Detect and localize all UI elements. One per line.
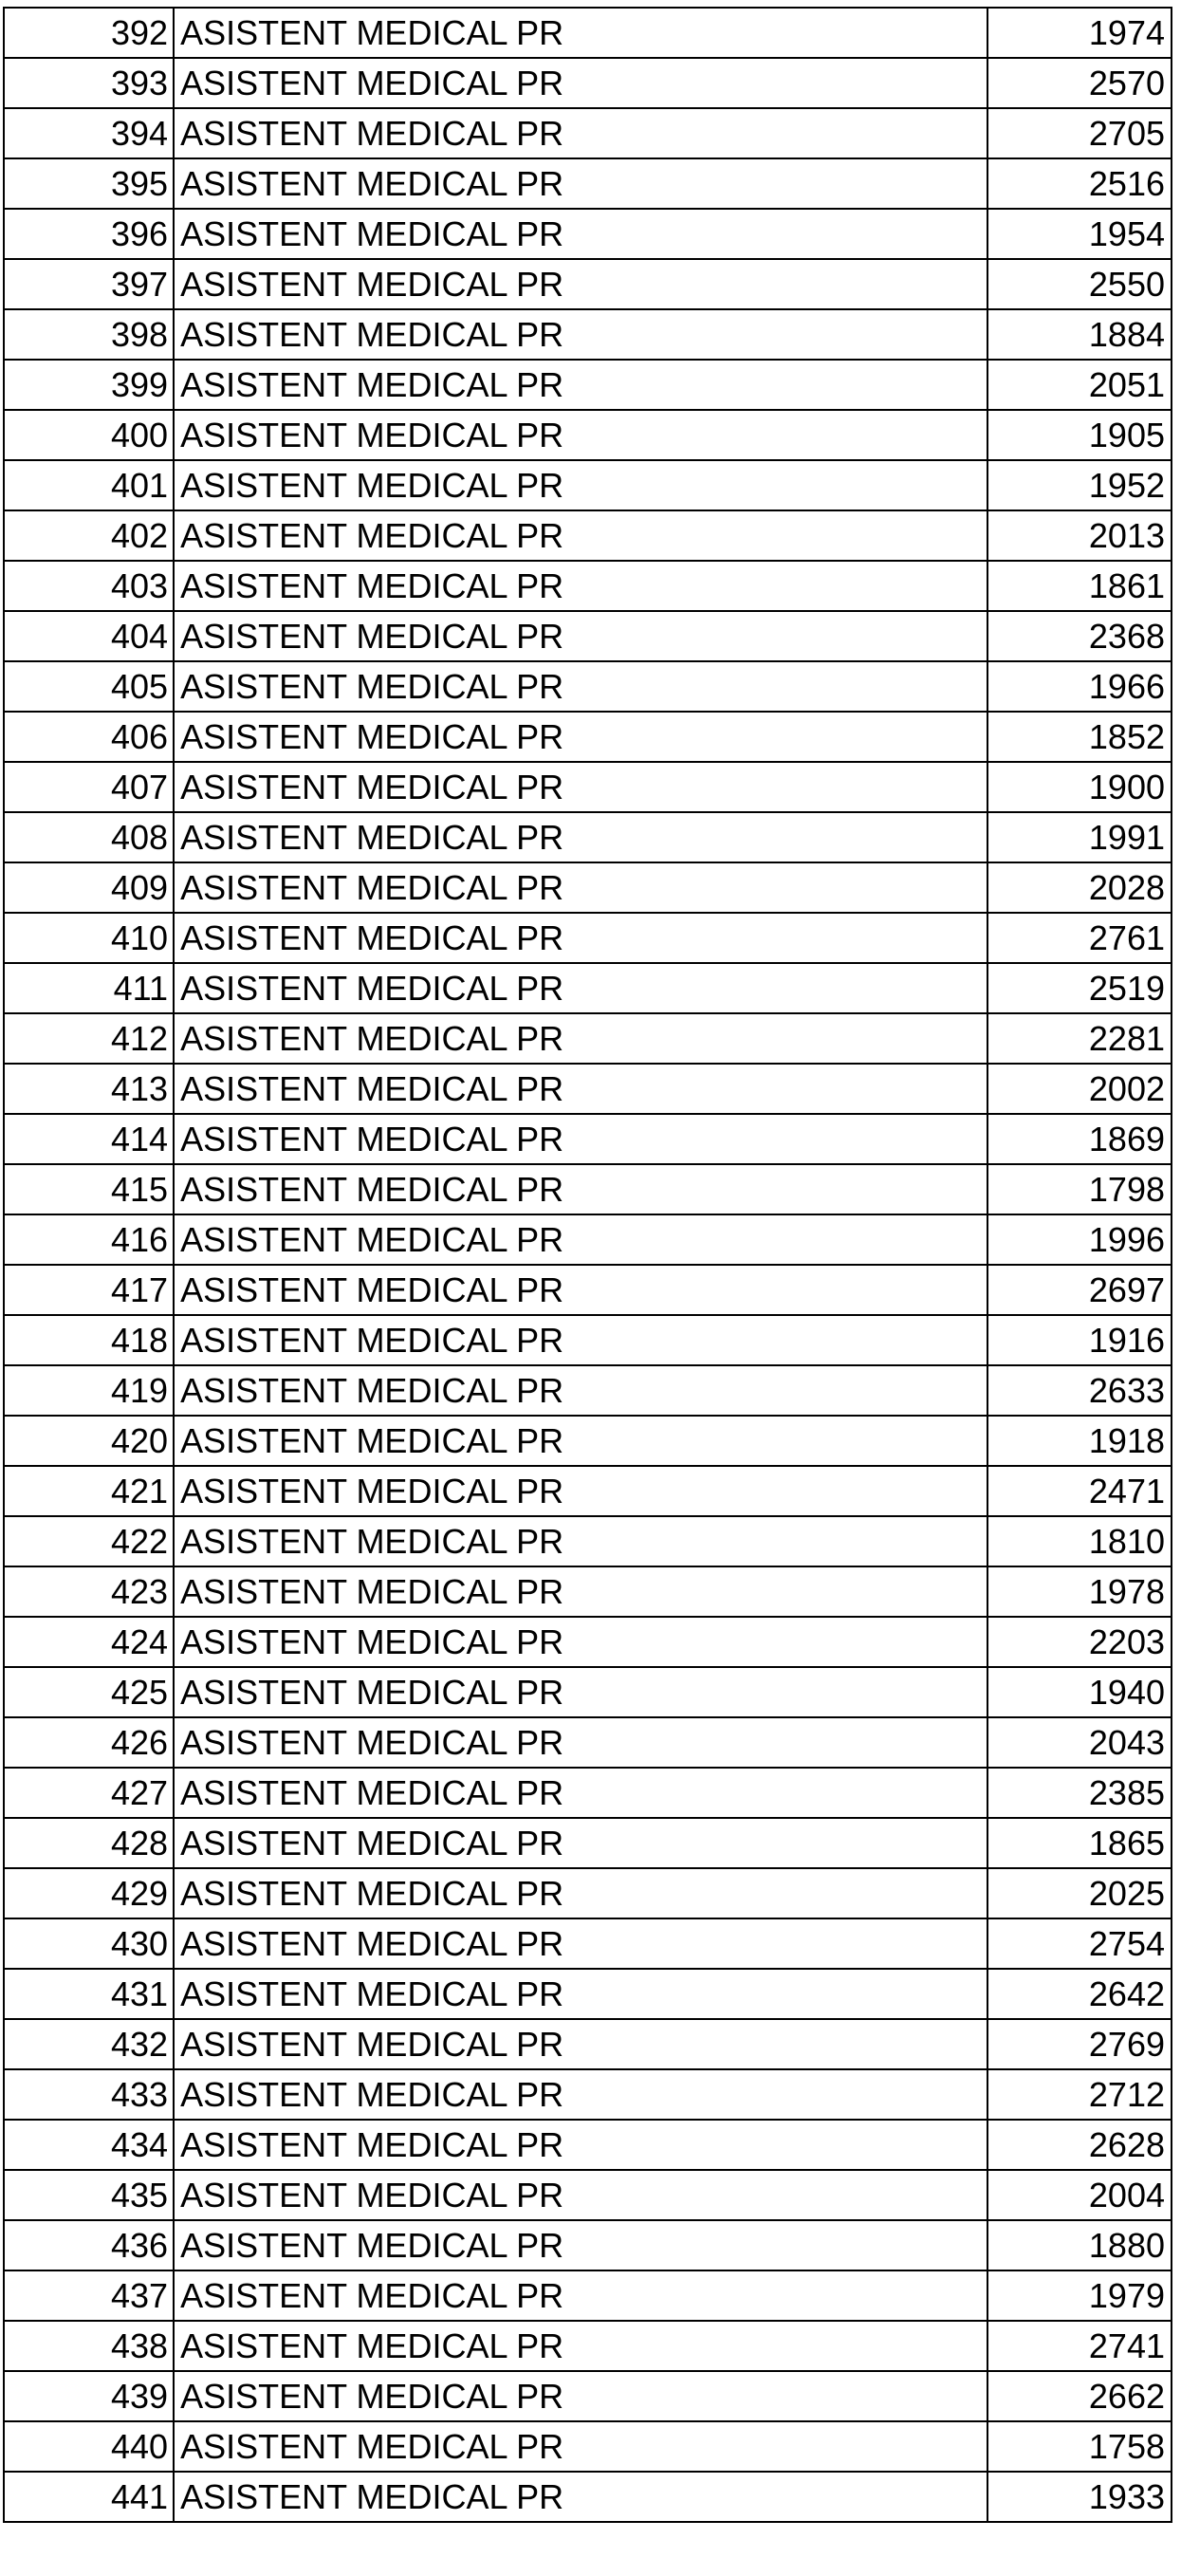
table-row — [4, 1466, 1172, 1516]
value-cell: 1996 — [987, 1214, 1172, 1265]
job-title-cell: ASISTENT MEDICAL PR — [174, 2371, 987, 2421]
table-row — [4, 2220, 1172, 2270]
job-title-cell: ASISTENT MEDICAL PR — [174, 1868, 987, 1918]
row-number-cell: 401 — [4, 460, 174, 510]
table-row — [4, 2321, 1172, 2371]
table-row — [4, 2421, 1172, 2472]
job-title-cell: ASISTENT MEDICAL PR — [174, 862, 987, 913]
job-title-cell: ASISTENT MEDICAL PR — [174, 2472, 987, 2522]
row-number-cell: 403 — [4, 561, 174, 611]
job-title-cell: ASISTENT MEDICAL PR — [174, 158, 987, 209]
job-title-cell: ASISTENT MEDICAL PR — [174, 1164, 987, 1214]
table-row — [4, 2069, 1172, 2120]
table-row — [4, 1315, 1172, 1365]
value-cell: 2633 — [987, 1365, 1172, 1416]
table-row — [4, 1617, 1172, 1667]
job-title-cell: ASISTENT MEDICAL PR — [174, 2019, 987, 2069]
job-title-cell: ASISTENT MEDICAL PR — [174, 1566, 987, 1617]
table-row — [4, 1566, 1172, 1617]
value-cell: 2013 — [987, 510, 1172, 561]
table-row — [4, 1667, 1172, 1717]
job-title-cell: ASISTENT MEDICAL PR — [174, 2421, 987, 2472]
job-title-cell: ASISTENT MEDICAL PR — [174, 1516, 987, 1566]
job-title-cell: ASISTENT MEDICAL PR — [174, 1818, 987, 1868]
value-cell: 2712 — [987, 2069, 1172, 2120]
row-number-cell: 394 — [4, 108, 174, 158]
row-number-cell: 410 — [4, 913, 174, 963]
value-cell: 1810 — [987, 1516, 1172, 1566]
table-row — [4, 1969, 1172, 2019]
job-title-cell: ASISTENT MEDICAL PR — [174, 309, 987, 360]
table-row — [4, 1365, 1172, 1416]
table-row — [4, 460, 1172, 510]
value-cell: 1940 — [987, 1667, 1172, 1717]
value-cell: 2642 — [987, 1969, 1172, 2019]
row-number-cell: 425 — [4, 1667, 174, 1717]
table-row — [4, 2371, 1172, 2421]
job-title-cell: ASISTENT MEDICAL PR — [174, 209, 987, 259]
table-row — [4, 2472, 1172, 2522]
value-cell: 1991 — [987, 812, 1172, 862]
table-row — [4, 209, 1172, 259]
row-number-cell: 397 — [4, 259, 174, 309]
job-title-cell: ASISTENT MEDICAL PR — [174, 2321, 987, 2371]
table-row — [4, 1918, 1172, 1969]
value-cell: 1974 — [987, 8, 1172, 58]
value-cell: 1869 — [987, 1114, 1172, 1164]
value-cell: 2570 — [987, 58, 1172, 108]
value-cell: 1865 — [987, 1818, 1172, 1868]
table-row — [4, 1214, 1172, 1265]
job-title-cell: ASISTENT MEDICAL PR — [174, 561, 987, 611]
row-number-cell: 393 — [4, 58, 174, 108]
value-cell: 2025 — [987, 1868, 1172, 1918]
job-title-cell: ASISTENT MEDICAL PR — [174, 108, 987, 158]
job-title-cell: ASISTENT MEDICAL PR — [174, 2069, 987, 2120]
row-number-cell: 433 — [4, 2069, 174, 2120]
row-number-cell: 404 — [4, 611, 174, 661]
row-number-cell: 432 — [4, 2019, 174, 2069]
row-number-cell: 395 — [4, 158, 174, 209]
table-row — [4, 1064, 1172, 1114]
value-cell: 2004 — [987, 2170, 1172, 2220]
value-cell: 1880 — [987, 2220, 1172, 2270]
table-row — [4, 1416, 1172, 1466]
value-cell: 2519 — [987, 963, 1172, 1013]
row-number-cell: 428 — [4, 1818, 174, 1868]
job-title-cell: ASISTENT MEDICAL PR — [174, 611, 987, 661]
value-cell: 2550 — [987, 259, 1172, 309]
row-number-cell: 421 — [4, 1466, 174, 1516]
job-title-cell: ASISTENT MEDICAL PR — [174, 8, 987, 58]
row-number-cell: 416 — [4, 1214, 174, 1265]
value-cell: 1933 — [987, 2472, 1172, 2522]
value-cell: 2368 — [987, 611, 1172, 661]
table-row — [4, 410, 1172, 460]
table-row — [4, 360, 1172, 410]
table-row — [4, 2170, 1172, 2220]
table-row — [4, 1164, 1172, 1214]
table-row — [4, 561, 1172, 611]
row-number-cell: 402 — [4, 510, 174, 561]
value-cell: 1798 — [987, 1164, 1172, 1214]
job-title-cell: ASISTENT MEDICAL PR — [174, 1717, 987, 1768]
row-number-cell: 438 — [4, 2321, 174, 2371]
value-cell: 1905 — [987, 410, 1172, 460]
table-row — [4, 2120, 1172, 2170]
value-cell: 1916 — [987, 1315, 1172, 1365]
job-title-cell: ASISTENT MEDICAL PR — [174, 762, 987, 812]
job-title-cell: ASISTENT MEDICAL PR — [174, 1617, 987, 1667]
value-cell: 2051 — [987, 360, 1172, 410]
value-cell: 1979 — [987, 2270, 1172, 2321]
row-number-cell: 400 — [4, 410, 174, 460]
row-number-cell: 440 — [4, 2421, 174, 2472]
row-number-cell: 396 — [4, 209, 174, 259]
value-cell: 2203 — [987, 1617, 1172, 1667]
row-number-cell: 392 — [4, 8, 174, 58]
value-cell: 2697 — [987, 1265, 1172, 1315]
job-title-cell: ASISTENT MEDICAL PR — [174, 1013, 987, 1064]
row-number-cell: 427 — [4, 1768, 174, 1818]
value-cell: 1966 — [987, 661, 1172, 712]
job-title-cell: ASISTENT MEDICAL PR — [174, 1667, 987, 1717]
row-number-cell: 413 — [4, 1064, 174, 1114]
value-cell: 2281 — [987, 1013, 1172, 1064]
job-title-cell: ASISTENT MEDICAL PR — [174, 2270, 987, 2321]
row-number-cell: 426 — [4, 1717, 174, 1768]
table-row — [4, 661, 1172, 712]
table-row — [4, 1516, 1172, 1566]
value-cell: 1852 — [987, 712, 1172, 762]
job-title-cell: ASISTENT MEDICAL PR — [174, 410, 987, 460]
job-title-cell: ASISTENT MEDICAL PR — [174, 963, 987, 1013]
row-number-cell: 419 — [4, 1365, 174, 1416]
table-row — [4, 1818, 1172, 1868]
table-row — [4, 158, 1172, 209]
row-number-cell: 429 — [4, 1868, 174, 1918]
value-cell: 2662 — [987, 2371, 1172, 2421]
table-row — [4, 510, 1172, 561]
value-cell: 2471 — [987, 1466, 1172, 1516]
job-title-cell: ASISTENT MEDICAL PR — [174, 1416, 987, 1466]
value-cell: 2741 — [987, 2321, 1172, 2371]
value-cell: 1758 — [987, 2421, 1172, 2472]
job-title-cell: ASISTENT MEDICAL PR — [174, 2170, 987, 2220]
job-title-cell: ASISTENT MEDICAL PR — [174, 259, 987, 309]
value-cell: 1918 — [987, 1416, 1172, 1466]
job-title-cell: ASISTENT MEDICAL PR — [174, 1768, 987, 1818]
value-cell: 2385 — [987, 1768, 1172, 1818]
value-cell: 1861 — [987, 561, 1172, 611]
job-title-cell: ASISTENT MEDICAL PR — [174, 913, 987, 963]
value-cell: 1900 — [987, 762, 1172, 812]
table-row — [4, 259, 1172, 309]
row-number-cell: 417 — [4, 1265, 174, 1315]
row-number-cell: 399 — [4, 360, 174, 410]
table-row — [4, 812, 1172, 862]
value-cell: 2628 — [987, 2120, 1172, 2170]
job-title-cell: ASISTENT MEDICAL PR — [174, 2220, 987, 2270]
row-number-cell: 420 — [4, 1416, 174, 1466]
table-row — [4, 1717, 1172, 1768]
table-row — [4, 58, 1172, 108]
table-row — [4, 2019, 1172, 2069]
job-title-cell: ASISTENT MEDICAL PR — [174, 1114, 987, 1164]
job-title-cell: ASISTENT MEDICAL PR — [174, 1315, 987, 1365]
table-row — [4, 611, 1172, 661]
table-row — [4, 2270, 1172, 2321]
row-number-cell: 434 — [4, 2120, 174, 2170]
value-cell: 2761 — [987, 913, 1172, 963]
row-number-cell: 430 — [4, 1918, 174, 1969]
table-row — [4, 762, 1172, 812]
table-row — [4, 1768, 1172, 1818]
value-cell: 2769 — [987, 2019, 1172, 2069]
row-number-cell: 414 — [4, 1114, 174, 1164]
job-title-cell: ASISTENT MEDICAL PR — [174, 460, 987, 510]
job-title-cell: ASISTENT MEDICAL PR — [174, 2120, 987, 2170]
row-number-cell: 408 — [4, 812, 174, 862]
row-number-cell: 409 — [4, 862, 174, 913]
row-number-cell: 407 — [4, 762, 174, 812]
table-row — [4, 1013, 1172, 1064]
value-cell: 2754 — [987, 1918, 1172, 1969]
table-body — [4, 8, 1172, 2522]
job-title-cell: ASISTENT MEDICAL PR — [174, 661, 987, 712]
job-title-cell: ASISTENT MEDICAL PR — [174, 510, 987, 561]
table-row — [4, 1265, 1172, 1315]
value-cell: 1978 — [987, 1566, 1172, 1617]
row-number-cell: 437 — [4, 2270, 174, 2321]
value-cell: 1952 — [987, 460, 1172, 510]
job-title-cell: ASISTENT MEDICAL PR — [174, 360, 987, 410]
job-title-cell: ASISTENT MEDICAL PR — [174, 1064, 987, 1114]
job-title-cell: ASISTENT MEDICAL PR — [174, 712, 987, 762]
row-number-cell: 439 — [4, 2371, 174, 2421]
value-cell: 2516 — [987, 158, 1172, 209]
table-row — [4, 963, 1172, 1013]
row-number-cell: 441 — [4, 2472, 174, 2522]
row-number-cell: 406 — [4, 712, 174, 762]
table-row — [4, 1114, 1172, 1164]
table-row — [4, 108, 1172, 158]
row-number-cell: 405 — [4, 661, 174, 712]
value-cell: 2043 — [987, 1717, 1172, 1768]
value-cell: 2705 — [987, 108, 1172, 158]
job-title-cell: ASISTENT MEDICAL PR — [174, 1365, 987, 1416]
table-row — [4, 712, 1172, 762]
row-number-cell: 436 — [4, 2220, 174, 2270]
table-row — [4, 862, 1172, 913]
row-number-cell: 431 — [4, 1969, 174, 2019]
row-number-cell: 412 — [4, 1013, 174, 1064]
job-title-cell: ASISTENT MEDICAL PR — [174, 1214, 987, 1265]
job-title-cell: ASISTENT MEDICAL PR — [174, 1969, 987, 2019]
table-row — [4, 309, 1172, 360]
value-cell: 2028 — [987, 862, 1172, 913]
row-number-cell: 415 — [4, 1164, 174, 1214]
row-number-cell: 424 — [4, 1617, 174, 1667]
value-cell: 1954 — [987, 209, 1172, 259]
job-title-cell: ASISTENT MEDICAL PR — [174, 58, 987, 108]
table-row — [4, 1868, 1172, 1918]
job-title-cell: ASISTENT MEDICAL PR — [174, 1918, 987, 1969]
value-cell: 2002 — [987, 1064, 1172, 1114]
row-number-cell: 422 — [4, 1516, 174, 1566]
job-title-cell: ASISTENT MEDICAL PR — [174, 1265, 987, 1315]
data-table — [3, 7, 1172, 2523]
table-row — [4, 8, 1172, 58]
row-number-cell: 435 — [4, 2170, 174, 2220]
job-title-cell: ASISTENT MEDICAL PR — [174, 1466, 987, 1516]
row-number-cell: 398 — [4, 309, 174, 360]
row-number-cell: 418 — [4, 1315, 174, 1365]
row-number-cell: 411 — [4, 963, 174, 1013]
table-row — [4, 913, 1172, 963]
value-cell: 1884 — [987, 309, 1172, 360]
job-title-cell: ASISTENT MEDICAL PR — [174, 812, 987, 862]
row-number-cell: 423 — [4, 1566, 174, 1617]
